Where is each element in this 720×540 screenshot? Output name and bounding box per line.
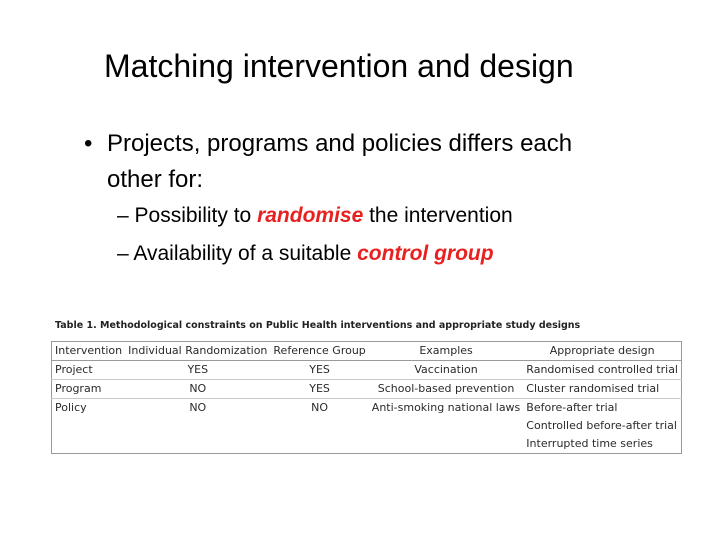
dash-icon: – [117, 242, 134, 265]
cell-example: Vaccination [369, 361, 524, 380]
sub-bullet-text: the intervention [363, 204, 513, 227]
cell-reference: YES [270, 380, 368, 399]
cell-example: School-based prevention [369, 380, 524, 399]
emphasis-control-group: control group [357, 242, 494, 265]
header-design: Appropriate design [523, 342, 681, 361]
cell-design: Interrupted time series [526, 437, 653, 450]
cell-intervention: Program [52, 380, 126, 399]
study-design-table [51, 341, 682, 454]
cell-design: Controlled before-after trial [526, 419, 677, 432]
cell-design: Randomised controlled trial [523, 361, 681, 380]
cell-example: Anti-smoking national laws [371, 401, 521, 414]
header-intervention: Intervention [52, 342, 126, 361]
dash-icon: – [117, 204, 135, 227]
cell-reference: YES [270, 361, 368, 380]
table-row [52, 380, 682, 399]
bullet-dot-icon: • [84, 130, 93, 157]
header-examples: Examples [369, 342, 524, 361]
sub-bullet-text: Availability of a suitable [133, 242, 358, 265]
cell-reference: NO [311, 401, 329, 414]
table-row [52, 361, 682, 380]
table-caption [55, 320, 580, 331]
table-row [52, 399, 682, 418]
table-row [52, 417, 682, 435]
cell-intervention: Policy [55, 401, 87, 414]
cell-randomization: YES [125, 361, 270, 380]
cell-intervention: Project [52, 361, 126, 380]
sub-bullet-text: Possibility to [134, 204, 258, 227]
cell-design: Before-after trial [526, 401, 618, 414]
cell-randomization: NO [189, 401, 207, 414]
cell-randomization: NO [125, 380, 270, 399]
table-caption-bold: Methodological constraints on Public Health interventions [100, 320, 413, 331]
table-row [52, 435, 682, 454]
emphasis-randomise: randomise [257, 204, 364, 227]
slide-title: Matching intervention and design [104, 48, 574, 84]
header-reference-group: Reference Group [270, 342, 368, 361]
cell-design: Cluster randomised trial [523, 380, 681, 399]
sub-bullet-control-group [117, 240, 494, 268]
main-bullet-text: Projects, programs and policies differs each other for: [107, 130, 573, 193]
sub-bullet-randomise [117, 202, 513, 230]
table-header-row [52, 342, 682, 361]
table-caption-prefix: Table 1. [55, 320, 100, 331]
table-caption-rest: and appropriate study designs [412, 320, 581, 331]
header-randomization: Individual Randomization [125, 342, 270, 361]
